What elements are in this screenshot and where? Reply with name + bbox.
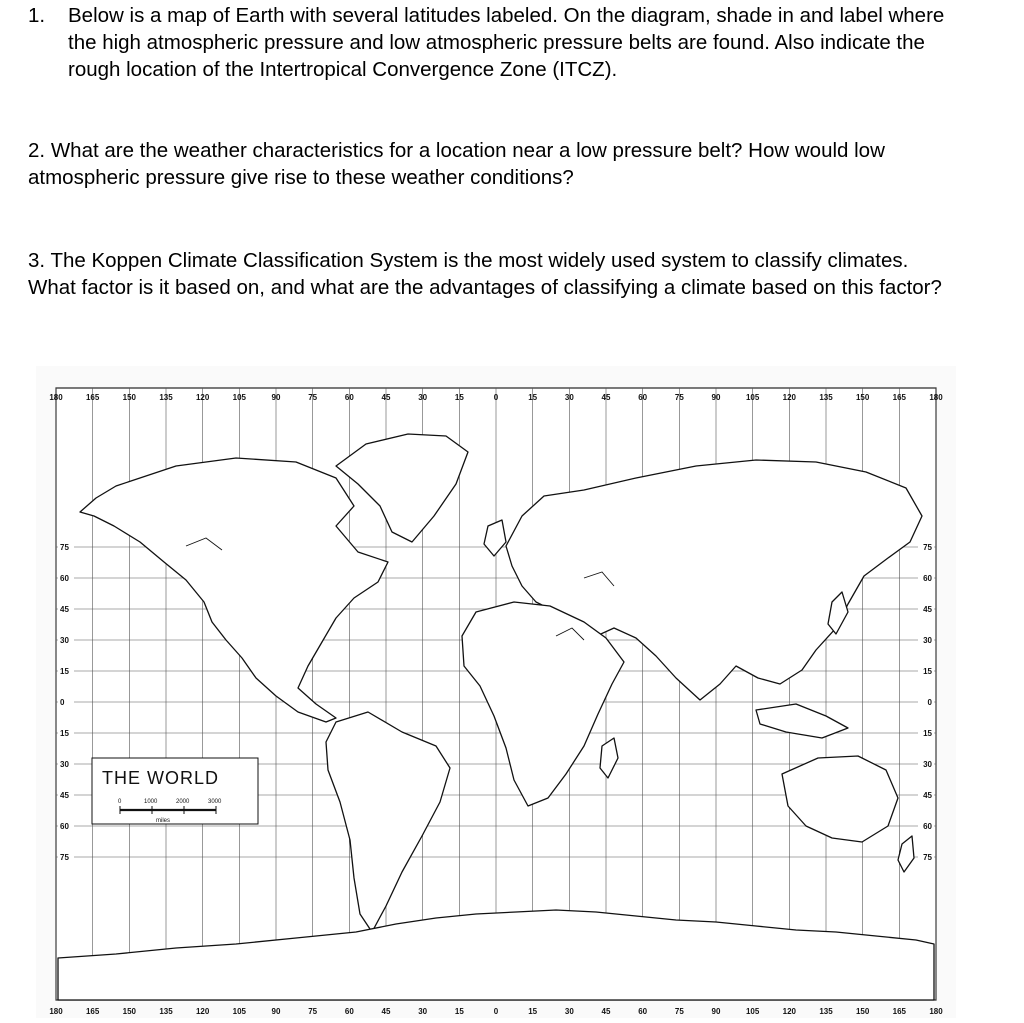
longitude-label-top: 120 xyxy=(195,393,210,402)
latitude-label-right: 15 xyxy=(923,667,932,676)
longitude-label-top: 150 xyxy=(855,393,870,402)
latitude-label-right: 30 xyxy=(923,760,932,769)
latitude-label-right: 75 xyxy=(923,853,932,862)
longitude-label-bottom: 165 xyxy=(892,1007,907,1016)
longitude-label-top: 45 xyxy=(381,393,391,402)
latitude-label-right: 75 xyxy=(923,543,932,552)
longitude-label-bottom: 30 xyxy=(564,1007,574,1016)
longitude-label-top: 135 xyxy=(159,393,173,402)
question-1 xyxy=(28,2,958,83)
longitude-label-top: 165 xyxy=(85,393,100,402)
longitude-label-bottom: 90 xyxy=(711,1007,721,1016)
scale-label-2000: 2000 xyxy=(176,799,190,805)
longitude-label-bottom: 120 xyxy=(782,1007,797,1016)
latitude-label-right: 0 xyxy=(927,698,932,707)
latitude-label-left: 45 xyxy=(60,791,69,800)
longitude-label-bottom: 60 xyxy=(638,1007,648,1016)
longitude-label-bottom: 45 xyxy=(381,1007,391,1016)
longitude-label-top: 60 xyxy=(638,393,648,402)
scale-label-3000: 3000 xyxy=(208,799,222,805)
longitude-label-top: 15 xyxy=(528,393,538,402)
world-map xyxy=(36,366,956,1018)
longitude-label-bottom: 15 xyxy=(528,1007,538,1016)
latitude-label-left: 75 xyxy=(60,853,69,862)
latitude-label-left: 60 xyxy=(60,574,69,583)
latitude-label-left: 75 xyxy=(60,543,69,552)
longitude-label-top: 105 xyxy=(232,393,247,402)
longitude-label-top: 90 xyxy=(711,393,721,402)
latitude-label-right: 45 xyxy=(923,605,932,614)
longitude-label-top: 30 xyxy=(418,393,428,402)
latitude-label-left: 0 xyxy=(60,698,65,707)
longitude-label-top: 180 xyxy=(49,393,63,402)
longitude-label-bottom: 180 xyxy=(929,1007,943,1016)
longitude-label-bottom: 105 xyxy=(745,1007,760,1016)
longitude-label-top: 150 xyxy=(122,393,137,402)
longitude-label-top: 105 xyxy=(745,393,760,402)
question-2-number: 2. xyxy=(28,139,46,162)
latitude-label-right: 30 xyxy=(923,636,932,645)
longitude-label-top: 15 xyxy=(454,393,464,402)
latitude-label-left: 60 xyxy=(60,822,69,831)
longitude-label-top: 75 xyxy=(674,393,684,402)
longitude-label-bottom: 15 xyxy=(454,1007,464,1016)
longitude-label-bottom: 60 xyxy=(344,1007,354,1016)
longitude-label-bottom: 75 xyxy=(308,1007,318,1016)
latitude-label-right: 45 xyxy=(923,791,932,800)
longitude-label-top: 165 xyxy=(892,393,907,402)
longitude-label-bottom: 165 xyxy=(85,1007,100,1016)
longitude-label-top: 90 xyxy=(271,393,281,402)
latitude-label-right: 60 xyxy=(923,574,932,583)
longitude-label-top: 60 xyxy=(344,393,354,402)
question-3-number: 3. xyxy=(28,249,46,272)
question-3 xyxy=(28,247,958,301)
longitude-label-top: 30 xyxy=(564,393,574,402)
longitude-label-bottom: 135 xyxy=(159,1007,173,1016)
question-2-text: What are the weather characteristics for a location near a low pressure belt? How would low atmospheric pressure give rise to these weather conditions? xyxy=(28,139,885,189)
scale-unit: miles xyxy=(156,818,171,824)
longitude-label-bottom: 135 xyxy=(819,1007,833,1016)
longitude-label-bottom: 30 xyxy=(418,1007,428,1016)
latitude-label-left: 30 xyxy=(60,760,69,769)
longitude-label-bottom: 105 xyxy=(232,1007,247,1016)
longitude-label-bottom: 90 xyxy=(271,1007,281,1016)
longitude-label-bottom: 150 xyxy=(855,1007,870,1016)
longitude-label-bottom: 0 xyxy=(493,1007,499,1016)
longitude-label-bottom: 45 xyxy=(601,1007,611,1016)
latitude-label-right: 15 xyxy=(923,729,932,738)
scale-label-0: 0 xyxy=(118,799,122,805)
longitude-label-top: 0 xyxy=(493,393,499,402)
longitude-label-top: 180 xyxy=(929,393,943,402)
question-3-text: The Koppen Climate Classification System is the most widely used system to classify climates. What factor is it based on, and what are the advantages of classifying a climate based on this factor? xyxy=(28,249,942,299)
latitude-label-left: 15 xyxy=(60,729,69,738)
longitude-label-bottom: 150 xyxy=(122,1007,137,1016)
latitude-label-left: 45 xyxy=(60,605,69,614)
latitude-label-left: 30 xyxy=(60,636,69,645)
longitude-label-top: 120 xyxy=(782,393,797,402)
latitude-label-right: 60 xyxy=(923,822,932,831)
question-1-number: 1. xyxy=(28,4,46,27)
scale-label-1000: 1000 xyxy=(144,799,158,805)
question-1-text: Below is a map of Earth with several latitudes labeled. On the diagram, shade in and label where the high atmospheric pressure and low atmospheric pressure belts are found. Also indicate the rough location of the Intertropical Convergence Zone (ITCZ). xyxy=(68,4,945,81)
longitude-label-bottom: 120 xyxy=(195,1007,210,1016)
longitude-label-bottom: 180 xyxy=(49,1007,63,1016)
world-map-svg xyxy=(36,366,956,1018)
longitude-label-top: 45 xyxy=(601,393,611,402)
map-title: THE WORLD xyxy=(102,768,219,788)
question-2 xyxy=(28,137,958,191)
latitude-label-left: 15 xyxy=(60,667,69,676)
longitude-label-top: 135 xyxy=(819,393,833,402)
longitude-label-bottom: 75 xyxy=(674,1007,684,1016)
longitude-label-top: 75 xyxy=(308,393,318,402)
